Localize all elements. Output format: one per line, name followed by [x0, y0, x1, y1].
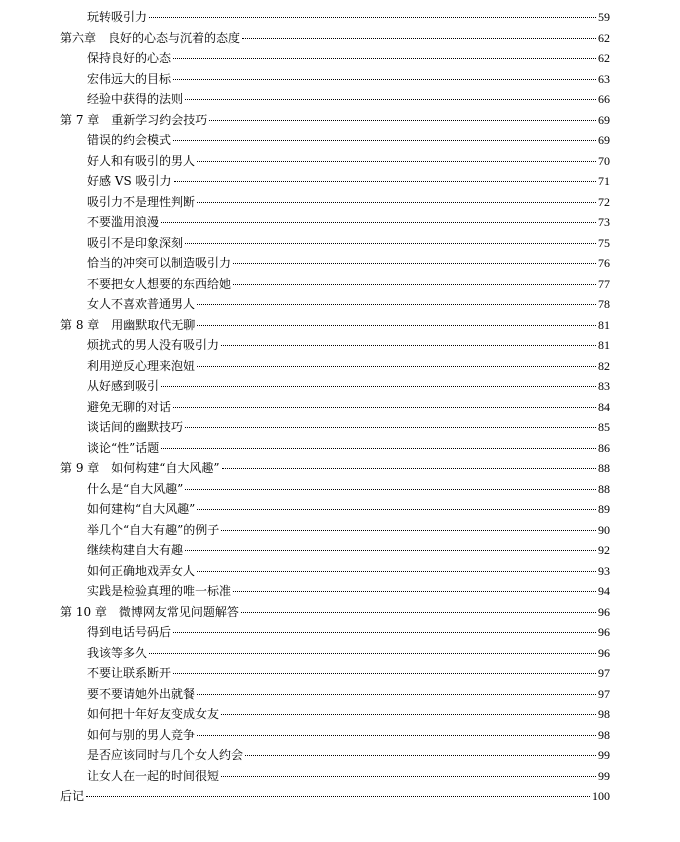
toc-section-entry	[0, 581, 680, 602]
toc-entry-line	[87, 294, 610, 315]
dot-leader	[185, 99, 596, 100]
toc-entry-title: 如何建构“自大风趣”	[87, 502, 196, 516]
toc-section-entry	[0, 130, 680, 151]
toc-entry-page-number: 66	[598, 92, 610, 106]
toc-entry-title: 错误的约会模式	[87, 133, 172, 147]
toc-entry-line	[60, 786, 610, 807]
toc-entry-page-number: 98	[598, 707, 610, 721]
toc-entry-page-number: 97	[598, 686, 610, 701]
toc-entry-title: 什么是“自大风趣”	[87, 481, 184, 496]
toc-entry-title: 第 7 章 重新学习约会技巧	[60, 112, 208, 127]
toc-entry-page-number: 93	[598, 563, 610, 578]
dot-leader	[233, 591, 596, 592]
toc-entry-title: 让女人在一起的时间很短	[87, 768, 220, 783]
toc-entry-page-number: 89	[598, 502, 610, 516]
toc-entry-line	[87, 212, 610, 233]
toc-entry-page-number: 88	[598, 461, 610, 475]
toc-entry-line	[60, 458, 610, 479]
toc-entry-page-number: 73	[598, 215, 610, 229]
toc-entry-title: 谈论“性”话题	[87, 440, 160, 455]
toc-entry-line	[87, 479, 610, 500]
dot-leader	[197, 735, 596, 736]
toc-section-entry	[0, 704, 680, 725]
toc-entry-line	[87, 48, 610, 69]
toc-entry-line	[87, 704, 610, 725]
toc-entry-line	[87, 7, 610, 28]
toc-entry-line	[87, 520, 610, 541]
toc-entry-title: 如何把十年好友变成女友	[87, 707, 220, 721]
toc-entry-title: 避免无聊的对话	[87, 399, 172, 414]
toc-entry-title: 第六章 良好的心态与沉着的态度	[60, 30, 241, 45]
toc-entry-page-number: 96	[598, 625, 610, 639]
toc-entry-line	[87, 561, 610, 582]
dot-leader	[185, 550, 596, 551]
toc-entry-line	[87, 253, 610, 274]
toc-entry-line	[87, 663, 610, 684]
toc-entry-line	[87, 376, 610, 397]
dot-leader	[197, 161, 596, 162]
toc-entry-page-number: 69	[598, 133, 610, 147]
toc-entry-line	[60, 28, 610, 49]
toc-entry-page-number: 84	[598, 399, 610, 414]
toc-entry-line	[87, 397, 610, 418]
dot-leader	[149, 17, 596, 18]
toc-entry-line	[87, 766, 610, 787]
toc-entry-title: 举几个“自大有趣”的例子	[87, 522, 220, 537]
toc-entry-title: 我该等多久	[87, 645, 148, 660]
toc-entry-title: 玩转吸引力	[87, 10, 148, 24]
toc-entry-title: 经验中获得的法则	[87, 92, 184, 106]
toc-section-entry	[0, 274, 680, 295]
toc-section-entry	[0, 294, 680, 315]
toc-entry-line	[87, 335, 610, 356]
toc-section-entry	[0, 192, 680, 213]
toc-entry-page-number: 81	[598, 317, 610, 332]
toc-section-entry	[0, 69, 680, 90]
toc-entry-title: 是否应该同时与几个女人约会	[87, 748, 244, 762]
toc-entry-title: 吸引不是印象深刻	[87, 235, 184, 250]
toc-section-entry	[0, 48, 680, 69]
toc-entry-page-number: 59	[598, 10, 610, 24]
toc-entry-title: 实践是检验真理的唯一标准	[87, 584, 232, 598]
toc-entry-page-number: 62	[598, 51, 610, 65]
toc-entry-line	[60, 110, 610, 131]
toc-entry-line	[60, 315, 610, 336]
toc-entry-page-number: 96	[598, 645, 610, 660]
toc-entry-page-number: 94	[598, 584, 610, 598]
toc-entry-line	[87, 499, 610, 520]
toc-entry-page-number: 99	[598, 768, 610, 783]
toc-section-entry	[0, 356, 680, 377]
toc-entry-page-number: 96	[598, 604, 610, 619]
toc-entry-title: 不要滥用浪漫	[87, 215, 160, 229]
toc-entry-line	[87, 684, 610, 705]
toc-section-entry	[0, 7, 680, 28]
toc-entry-title: 要不要请她外出就餐	[87, 686, 196, 701]
toc-section-entry	[0, 212, 680, 233]
toc-chapter-entry	[0, 458, 680, 479]
toc-entry-page-number: 69	[598, 112, 610, 127]
toc-entry-title: 第 10 章 微博网友常见问题解答	[60, 604, 239, 619]
toc-section-entry	[0, 684, 680, 705]
dot-leader	[173, 632, 596, 633]
dot-leader	[222, 468, 596, 469]
toc-section-entry	[0, 335, 680, 356]
toc-entry-line	[87, 725, 610, 746]
dot-leader	[221, 530, 596, 531]
toc-entry-line	[87, 417, 610, 438]
toc-chapter-entry	[0, 28, 680, 49]
dot-leader	[197, 694, 596, 695]
toc-entry-line	[87, 130, 610, 151]
toc-entry-line	[87, 192, 610, 213]
toc-entry-title: 吸引力不是理性判断	[87, 194, 196, 209]
dot-leader	[241, 612, 596, 613]
toc-section-entry	[0, 725, 680, 746]
toc-chapter-entry	[0, 315, 680, 336]
toc-entry-page-number: 77	[598, 276, 610, 291]
toc-entry-title: 谈话间的幽默技巧	[87, 420, 184, 434]
toc-entry-page-number: 85	[598, 420, 610, 434]
toc-entry-page-number: 72	[598, 194, 610, 209]
dot-leader	[221, 776, 596, 777]
toc-chapter-entry	[0, 786, 680, 807]
dot-leader	[173, 140, 596, 141]
dot-leader	[197, 304, 596, 305]
toc-entry-title: 不要把女人想要的东西给她	[87, 276, 232, 291]
toc-entry-line	[87, 745, 610, 766]
toc-entry-title: 如何与别的男人竞争	[87, 727, 196, 742]
toc-section-entry	[0, 766, 680, 787]
toc-entry-title: 恰当的冲突可以制造吸引力	[87, 256, 232, 270]
toc-entry-page-number: 86	[598, 440, 610, 455]
dot-leader	[185, 243, 596, 244]
toc-entry-page-number: 76	[598, 256, 610, 270]
dot-leader	[149, 653, 596, 654]
toc-entry-line	[60, 602, 610, 623]
toc-entry-page-number: 92	[598, 543, 610, 557]
toc-entry-line	[87, 540, 610, 561]
toc-entry-title: 不要让联系断开	[87, 666, 172, 680]
toc-entry-page-number: 75	[598, 235, 610, 250]
toc-entry-title: 如何正确地戏弄女人	[87, 563, 196, 578]
dot-leader	[173, 79, 596, 80]
toc-entry-page-number: 100	[592, 789, 610, 803]
toc-section-entry	[0, 520, 680, 541]
toc-entry-line	[87, 171, 610, 192]
toc-entry-line	[87, 233, 610, 254]
dot-leader	[233, 284, 596, 285]
dot-leader	[161, 222, 596, 223]
toc-entry-title: 女人不喜欢普通男人	[87, 297, 196, 311]
toc-entry-line	[87, 438, 610, 459]
toc-section-entry	[0, 561, 680, 582]
toc-section-entry	[0, 540, 680, 561]
toc-entry-title: 继续构建自大有趣	[87, 543, 184, 557]
dot-leader	[161, 448, 596, 449]
toc-entry-title: 第 9 章 如何构建“自大风趣”	[60, 461, 220, 475]
dot-leader	[161, 386, 596, 387]
toc-entry-line	[87, 274, 610, 295]
toc-section-entry	[0, 643, 680, 664]
dot-leader	[197, 325, 596, 326]
toc-section-entry	[0, 376, 680, 397]
toc-entry-title: 后记	[60, 789, 85, 803]
toc-entry-title: 从好感到吸引	[87, 379, 160, 393]
toc-entry-page-number: 71	[598, 174, 610, 188]
dot-leader	[173, 673, 596, 674]
dot-leader	[197, 509, 596, 510]
dot-leader	[185, 427, 596, 428]
toc-chapter-entry	[0, 602, 680, 623]
toc-entry-title: 得到电话号码后	[87, 625, 172, 639]
toc-section-entry	[0, 479, 680, 500]
toc-entry-page-number: 62	[598, 30, 610, 45]
table-of-contents	[0, 7, 680, 807]
toc-entry-page-number: 83	[598, 379, 610, 393]
dot-leader	[185, 489, 596, 490]
dot-leader	[233, 263, 596, 264]
toc-entry-page-number: 98	[598, 727, 610, 742]
toc-section-entry	[0, 663, 680, 684]
dot-leader	[86, 796, 590, 797]
toc-chapter-entry	[0, 110, 680, 131]
toc-entry-line	[87, 581, 610, 602]
toc-section-entry	[0, 745, 680, 766]
toc-section-entry	[0, 499, 680, 520]
dot-leader	[245, 755, 596, 756]
dot-leader	[173, 407, 596, 408]
toc-section-entry	[0, 253, 680, 274]
toc-entry-title: 保持良好的心态	[87, 51, 172, 65]
toc-entry-title: 烦扰式的男人没有吸引力	[87, 338, 220, 352]
toc-entry-page-number: 99	[598, 748, 610, 762]
dot-leader	[197, 366, 596, 367]
toc-entry-line	[87, 151, 610, 172]
toc-entry-title: 好感 VS 吸引力	[87, 174, 172, 188]
toc-entry-page-number: 97	[598, 666, 610, 680]
dot-leader	[197, 571, 596, 572]
toc-section-entry	[0, 397, 680, 418]
dot-leader	[197, 202, 596, 203]
toc-section-entry	[0, 438, 680, 459]
dot-leader	[242, 38, 596, 39]
dot-leader	[221, 714, 596, 715]
toc-section-entry	[0, 622, 680, 643]
toc-entry-line	[87, 643, 610, 664]
toc-entry-title: 第 8 章 用幽默取代无聊	[60, 317, 196, 332]
toc-entry-page-number: 70	[598, 153, 610, 168]
toc-entry-page-number: 88	[598, 481, 610, 496]
toc-entry-line	[87, 356, 610, 377]
dot-leader	[174, 181, 596, 182]
toc-entry-line	[87, 622, 610, 643]
toc-section-entry	[0, 151, 680, 172]
toc-entry-page-number: 78	[598, 297, 610, 311]
toc-entry-line	[87, 69, 610, 90]
toc-entry-title: 好人和有吸引的男人	[87, 153, 196, 168]
toc-entry-line	[87, 89, 610, 110]
toc-section-entry	[0, 89, 680, 110]
toc-entry-page-number: 82	[598, 358, 610, 373]
dot-leader	[173, 58, 596, 59]
toc-section-entry	[0, 171, 680, 192]
toc-entry-page-number: 63	[598, 71, 610, 86]
dot-leader	[221, 345, 596, 346]
toc-entry-page-number: 90	[598, 522, 610, 537]
toc-entry-title: 利用逆反心理来泡妞	[87, 358, 196, 373]
toc-entry-title: 宏伟远大的目标	[87, 71, 172, 86]
toc-section-entry	[0, 417, 680, 438]
dot-leader	[209, 120, 596, 121]
toc-entry-page-number: 81	[598, 338, 610, 352]
toc-section-entry	[0, 233, 680, 254]
